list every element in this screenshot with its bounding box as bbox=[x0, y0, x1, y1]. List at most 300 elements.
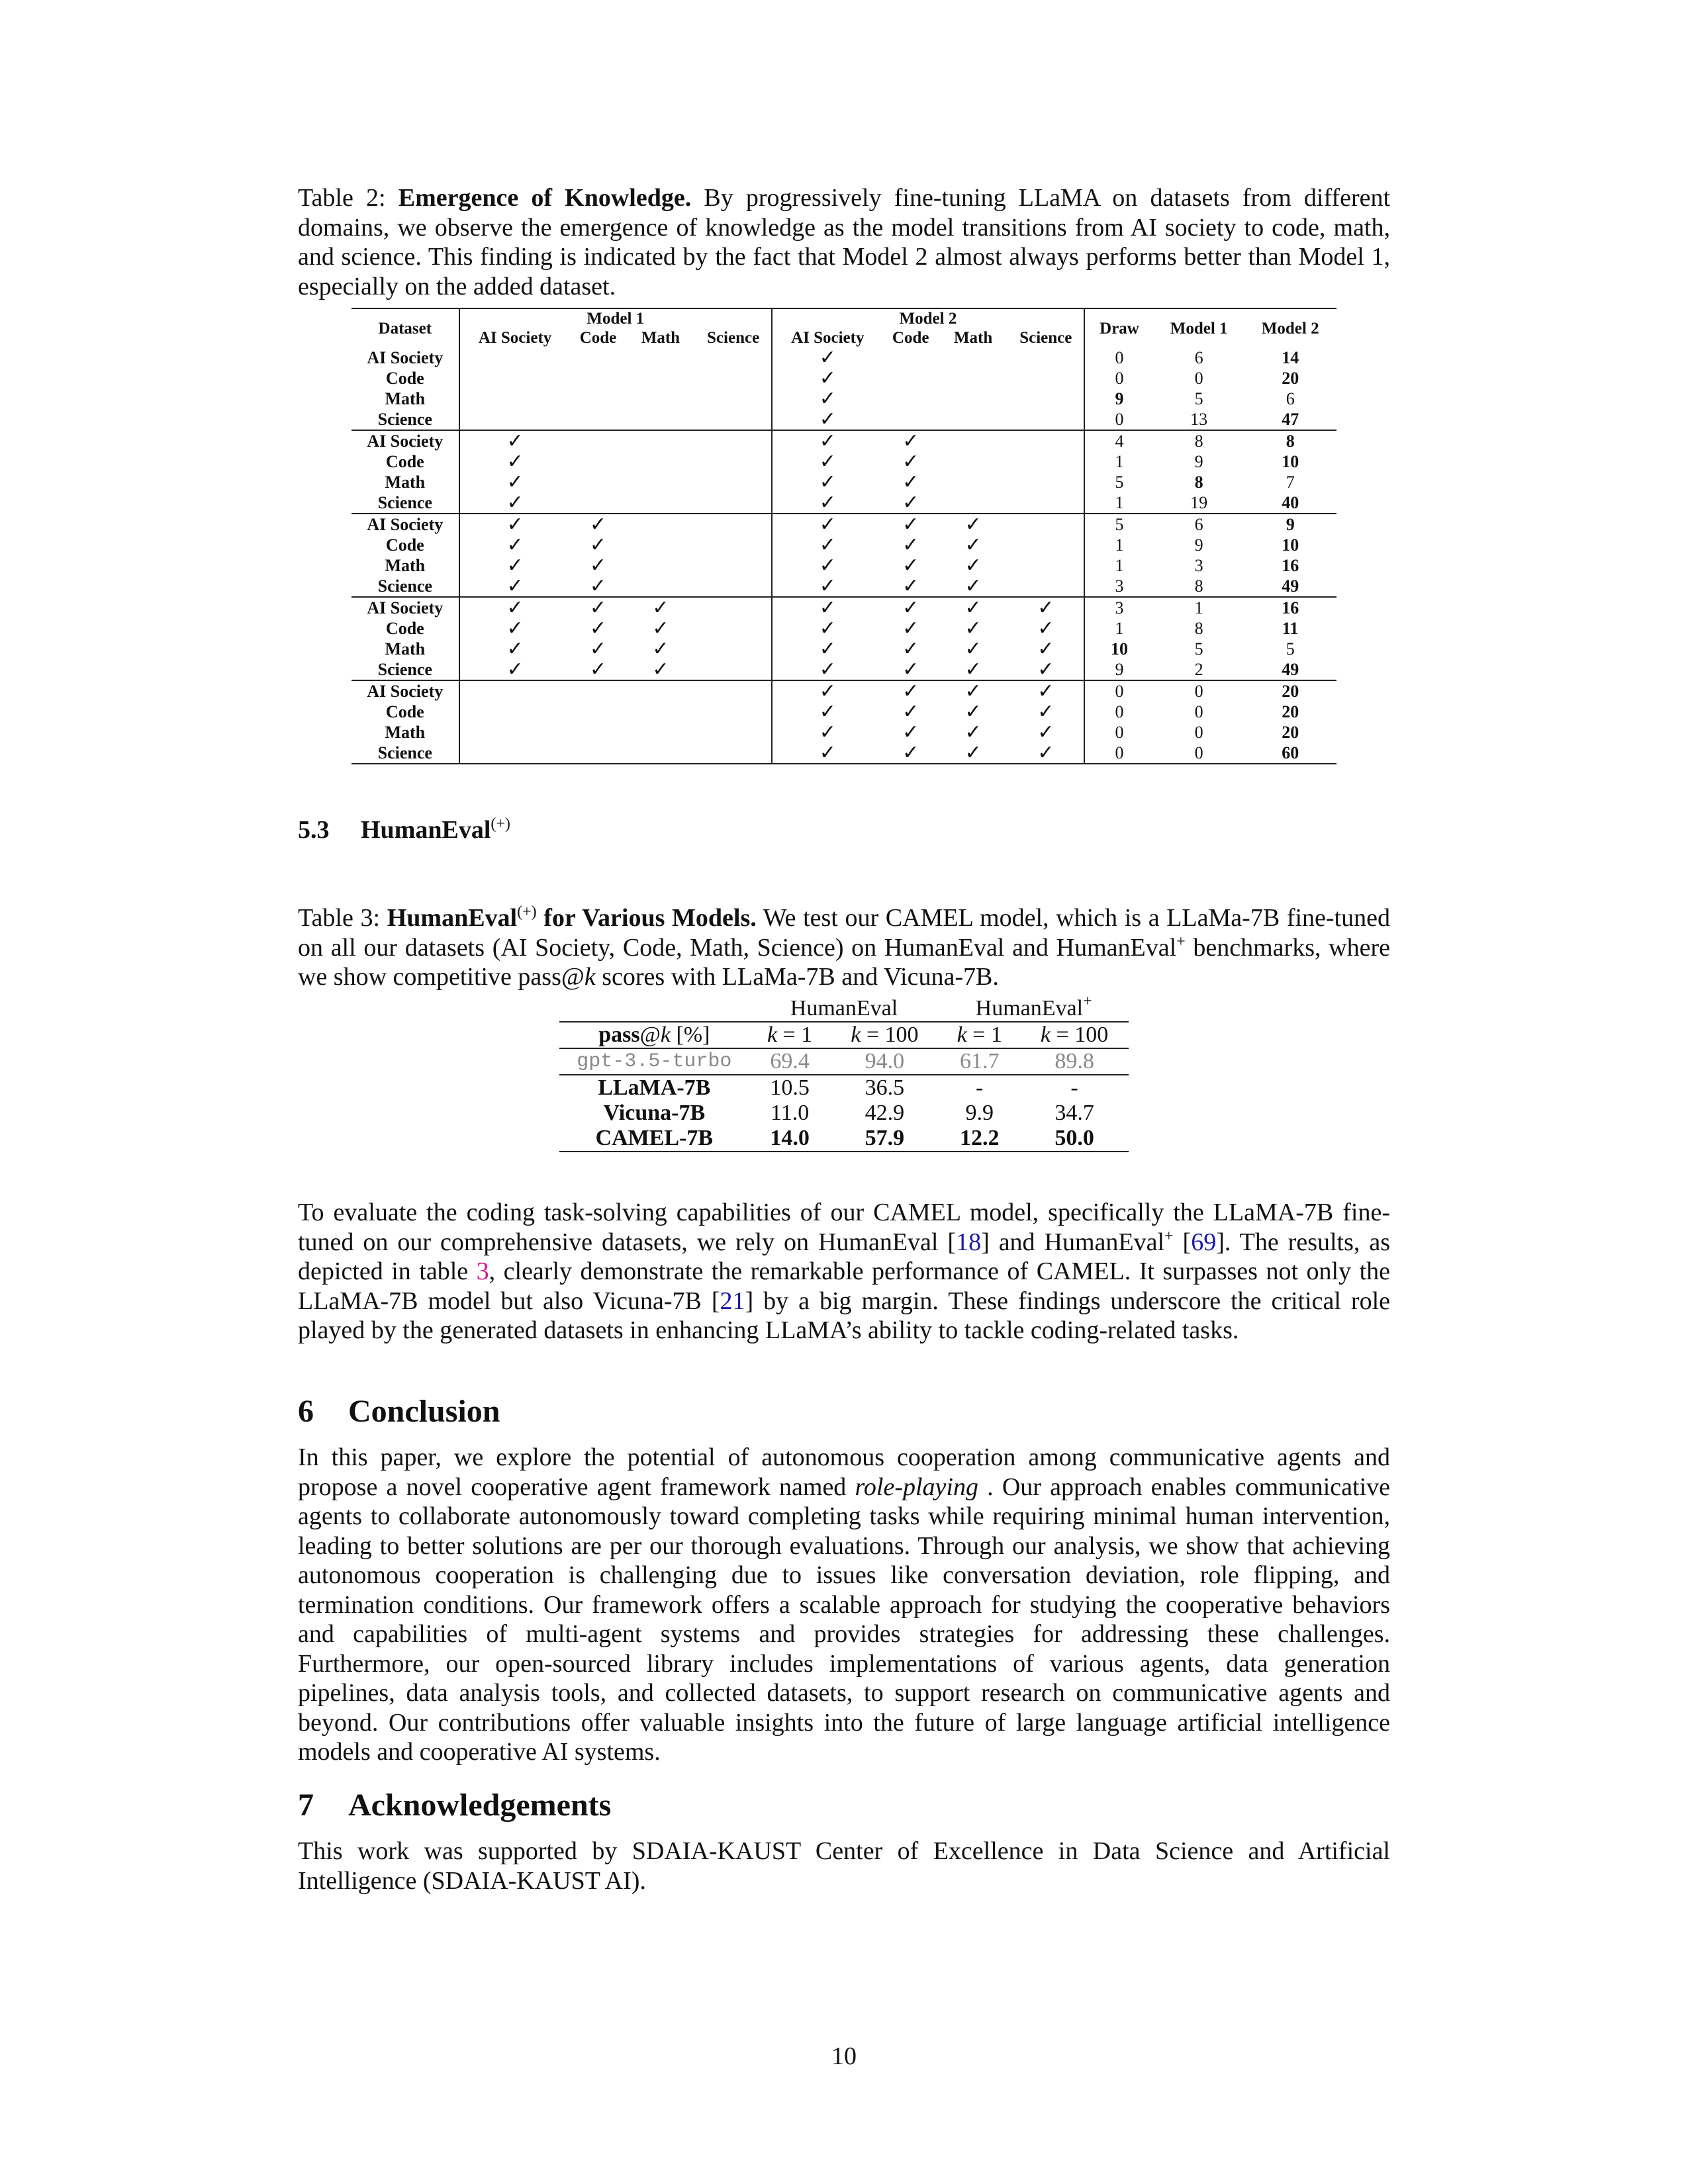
check-icon: ✓ bbox=[772, 576, 883, 597]
table-row bbox=[352, 492, 1336, 514]
check-icon: ✓ bbox=[459, 659, 571, 680]
table-row bbox=[352, 639, 1336, 659]
model2-value: 6 bbox=[1286, 389, 1295, 408]
check-icon: ✓ bbox=[772, 618, 883, 639]
table-row bbox=[559, 1101, 1129, 1126]
table3-caption-text-2: benchmarks, where we show competitive pass@ bbox=[298, 933, 1391, 991]
check-icon: ✓ bbox=[902, 450, 919, 473]
he-k1-value: 14.0 bbox=[749, 1126, 831, 1152]
draw-value: 10 bbox=[1084, 639, 1154, 659]
empty-cell bbox=[571, 451, 626, 472]
he-k1-value: 69.4 bbox=[749, 1048, 831, 1075]
table-row bbox=[352, 743, 1336, 764]
empty-cell bbox=[1008, 388, 1084, 409]
model2-value: 14 bbox=[1282, 348, 1299, 367]
draw-value: 1 bbox=[1084, 618, 1154, 639]
dataset-cell: Code bbox=[385, 369, 424, 388]
table2 bbox=[352, 308, 1336, 764]
check-icon: ✓ bbox=[772, 702, 883, 722]
check-icon: ✓ bbox=[652, 596, 669, 619]
empty-cell bbox=[695, 576, 771, 597]
empty-cell bbox=[695, 702, 771, 722]
citation-link[interactable]: 18 bbox=[956, 1228, 982, 1256]
empty-cell bbox=[695, 409, 771, 430]
hp-k100-eq: = 100 bbox=[1051, 1023, 1109, 1047]
empty-cell bbox=[695, 388, 771, 409]
check-icon: ✓ bbox=[772, 409, 883, 430]
model2-group-header: Model 2 bbox=[772, 308, 1084, 328]
draw-value: 0 bbox=[1084, 347, 1154, 368]
empty-cell bbox=[695, 722, 771, 743]
table-row bbox=[352, 535, 1336, 555]
hp-k1-k: k bbox=[957, 1023, 967, 1047]
table3-caption-title-rest: for Various Models. bbox=[543, 904, 757, 932]
table3-caption-text-1: We test our CAMEL model, which is a LLaMa-7B fine-tuned on all our datasets (AI Society, Code, Math, Science) on HumanEval and HumanEval bbox=[298, 904, 1390, 962]
model2-value: 20 bbox=[1282, 702, 1299, 721]
passk-k: k bbox=[660, 1023, 671, 1047]
check-icon: ✓ bbox=[964, 637, 982, 660]
table-row bbox=[559, 1075, 1129, 1101]
dataset-cell: AI Society bbox=[367, 432, 444, 451]
empty-cell bbox=[626, 451, 695, 472]
empty-cell bbox=[571, 409, 626, 430]
check-icon: ✓ bbox=[589, 617, 607, 640]
dataset-cell: Math bbox=[385, 723, 426, 742]
check-icon: ✓ bbox=[772, 555, 883, 576]
check-icon: ✓ bbox=[964, 533, 982, 557]
he-k1-value: 11.0 bbox=[770, 1101, 810, 1125]
hp-k100-value: - bbox=[1070, 1075, 1078, 1100]
check-icon: ✓ bbox=[964, 617, 982, 640]
hp-k1-value: 12.2 bbox=[939, 1126, 1020, 1152]
humanevalplus-sup: + bbox=[1083, 993, 1092, 1010]
empty-cell bbox=[695, 451, 771, 472]
check-icon: ✓ bbox=[772, 680, 883, 702]
check-icon: ✓ bbox=[883, 743, 939, 764]
table3-caption bbox=[298, 903, 1390, 992]
m1-math-header: Math bbox=[641, 329, 680, 347]
section-5-3-sup: (+) bbox=[491, 815, 510, 833]
hp-k1-eq: = 1 bbox=[966, 1023, 1002, 1047]
model1-value: 8 bbox=[1154, 576, 1244, 597]
table3-caption-title-main: HumanEval bbox=[387, 904, 518, 932]
check-icon: ✓ bbox=[772, 472, 883, 492]
empty-cell bbox=[571, 347, 626, 368]
dataset-cell: AI Society bbox=[367, 598, 444, 617]
empty-cell bbox=[695, 430, 771, 451]
check-icon: ✓ bbox=[589, 596, 607, 619]
empty-cell bbox=[571, 680, 626, 702]
check-icon: ✓ bbox=[772, 535, 883, 555]
m2-math-header: Math bbox=[953, 329, 993, 347]
check-icon: ✓ bbox=[883, 576, 939, 597]
empty-cell bbox=[571, 472, 626, 492]
check-icon: ✓ bbox=[626, 659, 695, 680]
model2-value: 10 bbox=[1282, 535, 1299, 555]
model2-value: 5 bbox=[1286, 639, 1295, 659]
check-icon: ✓ bbox=[459, 492, 571, 514]
table-row bbox=[559, 1048, 1129, 1075]
m2-science-header: Science bbox=[1019, 329, 1072, 347]
check-icon: ✓ bbox=[964, 513, 982, 536]
conclusion-text-1: In this paper, we explore the potential of autonomous cooperation among communicative agents and propose a novel cooperative agent framework named bbox=[298, 1443, 1390, 1501]
check-icon: ✓ bbox=[459, 597, 571, 618]
check-icon: ✓ bbox=[772, 347, 883, 368]
empty-cell bbox=[626, 514, 695, 535]
check-icon: ✓ bbox=[964, 680, 982, 703]
model2-value: 9 bbox=[1286, 515, 1295, 534]
draw-value: 1 bbox=[1084, 492, 1154, 514]
dataset-cell: Code bbox=[385, 452, 424, 471]
empty-cell bbox=[939, 492, 1008, 514]
empty-cell bbox=[1008, 451, 1084, 472]
draw-value: 0 bbox=[1084, 368, 1154, 388]
hp-k100-value: 50.0 bbox=[1020, 1126, 1129, 1152]
check-icon: ✓ bbox=[1037, 596, 1055, 619]
check-icon: ✓ bbox=[1037, 700, 1055, 723]
dataset-cell: AI Society bbox=[367, 515, 444, 534]
draw-value: 1 bbox=[1084, 535, 1154, 555]
draw-value: 0 bbox=[1084, 743, 1154, 764]
check-icon: ✓ bbox=[902, 430, 919, 453]
table3-caption-title-sup: (+) bbox=[517, 903, 537, 921]
table-row bbox=[352, 368, 1336, 388]
model-name: Vicuna-7B bbox=[603, 1101, 706, 1125]
empty-cell bbox=[695, 535, 771, 555]
empty-cell bbox=[695, 680, 771, 702]
dataset-cell: Science bbox=[352, 492, 459, 514]
empty-cell bbox=[626, 347, 695, 368]
eval-text-5: , clearly demonstrate the remarkable performance of CAMEL. It surpasses not only the LLaMA-7B model but also Vicuna-7B [ bbox=[298, 1257, 1391, 1315]
section-6-number: 6 bbox=[298, 1394, 314, 1429]
draw-value: 1 bbox=[1084, 555, 1154, 576]
empty-cell bbox=[626, 743, 695, 764]
page-number: 10 bbox=[831, 2042, 857, 2070]
he-k100-k: k bbox=[851, 1023, 861, 1047]
empty-cell bbox=[571, 368, 626, 388]
section-6-title: Conclusion bbox=[348, 1394, 500, 1429]
empty-cell bbox=[1008, 368, 1084, 388]
check-icon: ✓ bbox=[459, 639, 571, 659]
model1-value: 5 bbox=[1194, 639, 1203, 659]
section-7-heading bbox=[298, 1787, 611, 1823]
he-k100-value: 57.9 bbox=[831, 1126, 939, 1152]
check-icon: ✓ bbox=[902, 680, 919, 703]
check-icon: ✓ bbox=[589, 513, 607, 536]
draw-value: 9 bbox=[1084, 388, 1154, 409]
eval-text-6: ] by a big margin. These findings underscore the critical role played by the generated datasets in enhancing LLaMA’s ability to tackle coding-related tasks. bbox=[298, 1287, 1390, 1344]
conclusion-paragraph bbox=[298, 1443, 1390, 1767]
empty-cell bbox=[626, 430, 695, 451]
table-ref-link[interactable]: 3 bbox=[476, 1257, 489, 1285]
model2-value: 7 bbox=[1286, 473, 1295, 492]
model2-value: 8 bbox=[1286, 432, 1295, 451]
model1-group-header: Model 1 bbox=[459, 308, 772, 328]
empty-cell bbox=[939, 388, 1008, 409]
empty-cell bbox=[626, 472, 695, 492]
table-row bbox=[559, 1126, 1129, 1152]
table2-body bbox=[352, 347, 1336, 764]
eval-text-2: ] and HumanEval bbox=[981, 1228, 1165, 1256]
table-row bbox=[352, 618, 1336, 639]
draw-header: Draw bbox=[1084, 308, 1154, 347]
empty-cell bbox=[939, 472, 1008, 492]
m1-ai-society-header: AI Society bbox=[459, 328, 571, 347]
model-name: CAMEL-7B bbox=[559, 1126, 749, 1152]
check-icon: ✓ bbox=[772, 659, 883, 680]
empty-cell bbox=[695, 743, 771, 764]
eval-sup: + bbox=[1164, 1227, 1174, 1245]
evaluation-paragraph bbox=[298, 1198, 1390, 1345]
check-icon: ✓ bbox=[459, 514, 571, 535]
table2-caption-title: Emergence of Knowledge. bbox=[398, 184, 692, 212]
empty-cell bbox=[571, 722, 626, 743]
model1-value: 6 bbox=[1194, 515, 1203, 534]
model2-value: 40 bbox=[1244, 492, 1336, 514]
table-row bbox=[352, 680, 1336, 702]
dataset-cell: Math bbox=[385, 473, 426, 492]
table-row bbox=[352, 347, 1336, 368]
he-k1-k: k bbox=[767, 1023, 778, 1047]
check-icon: ✓ bbox=[772, 368, 883, 388]
empty-cell bbox=[939, 409, 1008, 430]
empty-cell bbox=[1008, 347, 1084, 368]
empty-cell bbox=[626, 702, 695, 722]
empty-cell bbox=[883, 368, 939, 388]
check-icon: ✓ bbox=[772, 388, 883, 409]
model1-value: 8 bbox=[1194, 432, 1203, 451]
empty-cell bbox=[1008, 409, 1084, 430]
draw-value: 4 bbox=[1084, 430, 1154, 451]
section-5-3-title: HumanEval bbox=[361, 816, 491, 844]
eval-text-4: ]. The results, as depicted in table bbox=[298, 1228, 1390, 1285]
draw-value: 3 bbox=[1084, 597, 1154, 618]
hp-k100-value: 89.8 bbox=[1020, 1048, 1129, 1075]
table-row bbox=[352, 472, 1336, 492]
check-icon: ✓ bbox=[589, 554, 607, 577]
empty-cell bbox=[1008, 430, 1084, 451]
check-icon: ✓ bbox=[459, 555, 571, 576]
check-icon: ✓ bbox=[964, 721, 982, 744]
dataset-cell: Math bbox=[385, 639, 426, 659]
model1-value: 9 bbox=[1194, 535, 1203, 555]
check-icon: ✓ bbox=[964, 700, 982, 723]
passk-bold: pass bbox=[598, 1023, 640, 1047]
check-icon: ✓ bbox=[772, 639, 883, 659]
check-icon: ✓ bbox=[964, 596, 982, 619]
model1-value: 2 bbox=[1154, 659, 1244, 680]
he-k100-header bbox=[831, 1022, 939, 1048]
m1-code-header: Code bbox=[579, 329, 617, 347]
check-icon: ✓ bbox=[589, 533, 607, 557]
check-icon: ✓ bbox=[772, 722, 883, 743]
table-row bbox=[352, 576, 1336, 597]
section-7-number: 7 bbox=[298, 1788, 314, 1823]
check-icon: ✓ bbox=[459, 618, 571, 639]
table-row bbox=[352, 597, 1336, 618]
dataset-cell: Math bbox=[385, 556, 426, 575]
empty-cell bbox=[626, 368, 695, 388]
empty-cell bbox=[695, 555, 771, 576]
empty-cell bbox=[459, 409, 571, 430]
check-icon: ✓ bbox=[1037, 680, 1055, 703]
empty-cell bbox=[626, 722, 695, 743]
empty-cell bbox=[459, 722, 571, 743]
model2-result-header: Model 2 bbox=[1244, 308, 1336, 347]
empty-cell bbox=[459, 680, 571, 702]
empty-cell bbox=[695, 514, 771, 535]
dataset-cell: Science bbox=[352, 409, 459, 430]
table-row bbox=[352, 430, 1336, 451]
empty-cell bbox=[459, 388, 571, 409]
table-row bbox=[352, 514, 1336, 535]
check-icon: ✓ bbox=[459, 430, 571, 451]
model2-value: 16 bbox=[1282, 598, 1299, 617]
check-icon: ✓ bbox=[902, 513, 919, 536]
check-icon: ✓ bbox=[772, 430, 883, 451]
empty-cell bbox=[883, 409, 939, 430]
m2-code-header: Code bbox=[892, 329, 929, 347]
check-icon: ✓ bbox=[1037, 721, 1055, 744]
hp-k100-value: 34.7 bbox=[1055, 1101, 1094, 1125]
check-icon: ✓ bbox=[883, 659, 939, 680]
check-icon: ✓ bbox=[459, 576, 571, 597]
check-icon: ✓ bbox=[902, 554, 919, 577]
model2-value: 49 bbox=[1244, 659, 1336, 680]
he-k1-header bbox=[749, 1022, 831, 1048]
model2-value: 47 bbox=[1244, 409, 1336, 430]
dataset-cell: Science bbox=[352, 576, 459, 597]
table-row bbox=[352, 722, 1336, 743]
table3-caption-label: Table 3: bbox=[298, 904, 381, 932]
check-icon: ✓ bbox=[459, 535, 571, 555]
check-icon: ✓ bbox=[902, 533, 919, 557]
dataset-cell: Code bbox=[385, 619, 424, 638]
table3-caption-k: k bbox=[584, 963, 596, 991]
table3-caption-title bbox=[387, 904, 757, 932]
model2-value: 20 bbox=[1282, 369, 1299, 388]
empty-cell bbox=[939, 451, 1008, 472]
empty-cell bbox=[695, 639, 771, 659]
table-row bbox=[352, 451, 1336, 472]
passk-at: @ bbox=[639, 1023, 661, 1047]
draw-value: 0 bbox=[1084, 680, 1154, 702]
empty-cell bbox=[939, 368, 1008, 388]
check-icon: ✓ bbox=[939, 659, 1008, 680]
empty-cell bbox=[939, 347, 1008, 368]
empty-cell bbox=[695, 472, 771, 492]
empty-cell bbox=[571, 430, 626, 451]
model2-value: 16 bbox=[1282, 556, 1299, 575]
check-icon: ✓ bbox=[902, 617, 919, 640]
m2-ai-society-header: AI Society bbox=[772, 328, 883, 347]
he-k1-value: 10.5 bbox=[770, 1075, 810, 1100]
citation-link[interactable]: 21 bbox=[720, 1287, 745, 1315]
check-icon: ✓ bbox=[772, 514, 883, 535]
check-icon: ✓ bbox=[589, 637, 607, 660]
humanevalplus-label: HumanEval bbox=[975, 996, 1084, 1021]
model1-value: 8 bbox=[1194, 619, 1203, 638]
check-icon: ✓ bbox=[652, 637, 669, 660]
table2-caption-text: By progressively fine-tuning LLaMA on datasets from different domains, we observe the emergence of knowledge as the model transitions from AI society to code, math, and science. This finding is indicated by the fact that Model 2 almost always performs better than Model 1, especially on the added dataset. bbox=[298, 184, 1391, 300]
humaneval-group-header: HumanEval bbox=[749, 996, 939, 1022]
check-icon: ✓ bbox=[652, 617, 669, 640]
check-icon: ✓ bbox=[1037, 637, 1055, 660]
table-row bbox=[352, 702, 1336, 722]
he-k1-eq: = 1 bbox=[777, 1023, 813, 1047]
empty-cell bbox=[459, 368, 571, 388]
check-icon: ✓ bbox=[571, 576, 626, 597]
check-icon: ✓ bbox=[772, 597, 883, 618]
table2-caption-label: Table 2: bbox=[298, 184, 386, 212]
model-name: gpt-3.5-turbo bbox=[559, 1048, 749, 1075]
check-icon: ✓ bbox=[902, 471, 919, 494]
check-icon: ✓ bbox=[772, 451, 883, 472]
empty-cell bbox=[626, 492, 695, 514]
check-icon: ✓ bbox=[902, 596, 919, 619]
empty-cell bbox=[883, 347, 939, 368]
he-k100-value: 94.0 bbox=[831, 1048, 939, 1075]
hp-k1-value: 9.9 bbox=[965, 1101, 994, 1125]
empty-cell bbox=[1008, 576, 1084, 597]
eval-text-3: [ bbox=[1173, 1228, 1192, 1256]
dataset-cell: AI Society bbox=[367, 348, 444, 367]
empty-cell bbox=[459, 702, 571, 722]
empty-cell bbox=[571, 743, 626, 764]
draw-value: 0 bbox=[1084, 409, 1154, 430]
dataset-header: Dataset bbox=[352, 308, 459, 347]
empty-cell bbox=[626, 535, 695, 555]
draw-value: 1 bbox=[1084, 451, 1154, 472]
empty-cell bbox=[695, 659, 771, 680]
empty-cell bbox=[939, 430, 1008, 451]
empty-cell bbox=[1008, 492, 1084, 514]
empty-cell bbox=[695, 618, 771, 639]
citation-link[interactable]: 69 bbox=[1191, 1228, 1217, 1256]
model-name: LLaMA-7B bbox=[598, 1075, 711, 1100]
humanevalplus-group-header bbox=[939, 993, 1129, 1022]
check-icon: ✓ bbox=[1008, 743, 1084, 764]
check-icon: ✓ bbox=[902, 637, 919, 660]
empty-cell bbox=[626, 388, 695, 409]
table-row bbox=[352, 409, 1336, 430]
passk-header bbox=[559, 1022, 749, 1048]
check-icon: ✓ bbox=[459, 472, 571, 492]
check-icon: ✓ bbox=[459, 451, 571, 472]
model1-value: 0 bbox=[1194, 723, 1203, 742]
dataset-cell: Science bbox=[352, 743, 459, 764]
acknowledgements-paragraph: This work was supported by SDAIA-KAUST Center of Excellence in Data Science and Artificial Intelligence (SDAIA-KAUST AI). bbox=[298, 1837, 1390, 1895]
model1-value: 0 bbox=[1194, 702, 1203, 721]
check-icon: ✓ bbox=[1008, 659, 1084, 680]
he-k100-value: 42.9 bbox=[865, 1101, 905, 1125]
model1-value: 8 bbox=[1194, 473, 1203, 492]
hp-k100-header bbox=[1020, 1022, 1129, 1048]
section-5-3-heading bbox=[298, 815, 510, 844]
empty-cell bbox=[1008, 555, 1084, 576]
model2-value: 49 bbox=[1244, 576, 1336, 597]
draw-value: 0 bbox=[1084, 722, 1154, 743]
model1-value: 3 bbox=[1194, 556, 1203, 575]
empty-cell bbox=[626, 680, 695, 702]
model1-value: 0 bbox=[1194, 682, 1203, 701]
model2-value: 10 bbox=[1282, 452, 1299, 471]
check-icon: ✓ bbox=[1037, 617, 1055, 640]
dataset-cell: AI Society bbox=[367, 682, 444, 701]
model1-value: 6 bbox=[1194, 348, 1203, 367]
empty-cell bbox=[571, 702, 626, 722]
empty-cell bbox=[883, 388, 939, 409]
